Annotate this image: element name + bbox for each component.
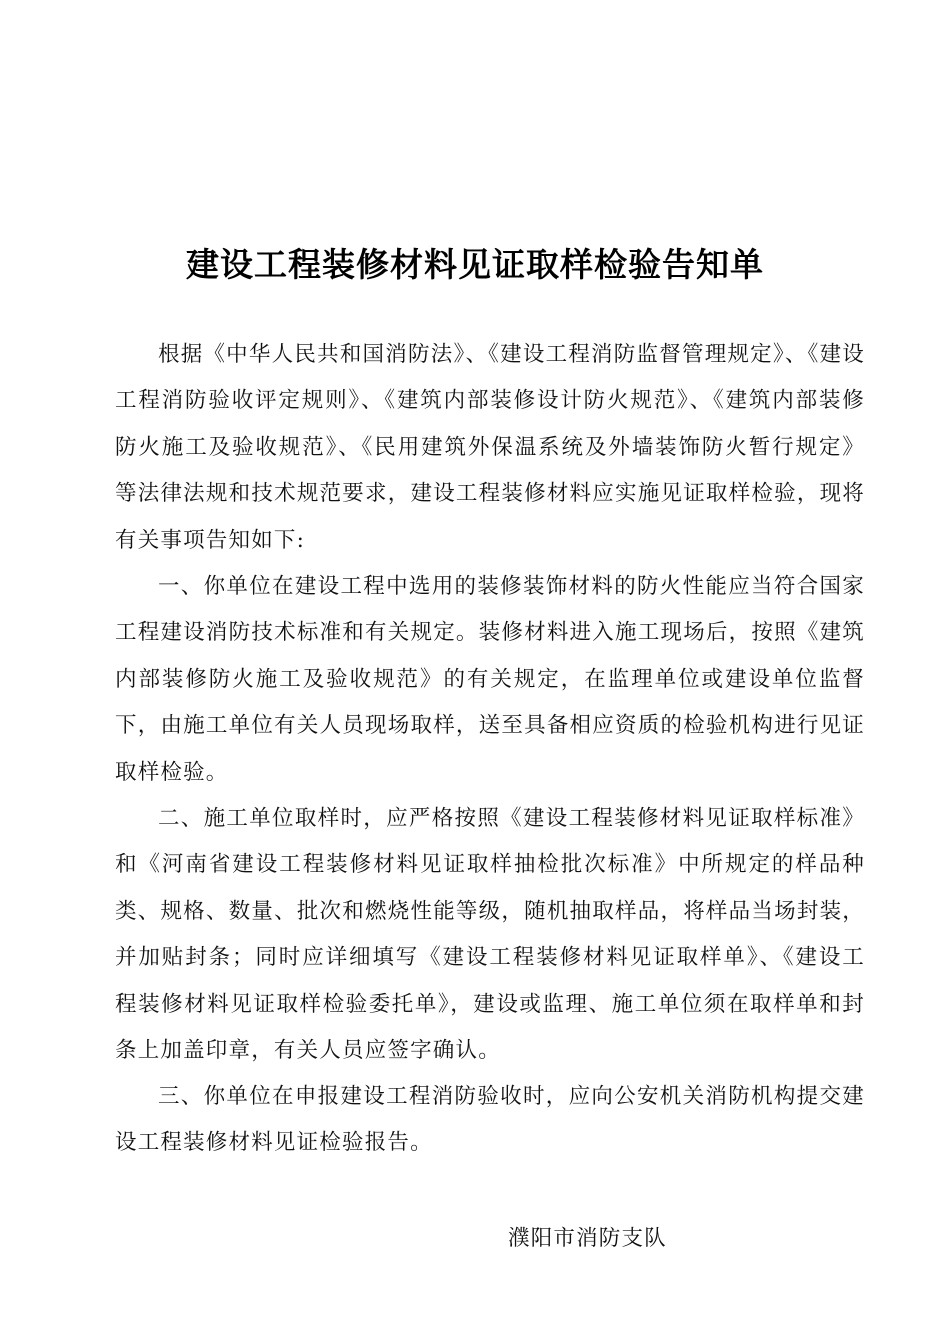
item-three-text: 三、你单位在申报建设工程消防验收时，应向公安机关消防机构提交建设工程装修材料见证检验报告。 bbox=[115, 1084, 865, 1156]
item-three-paragraph bbox=[115, 1074, 865, 1167]
item-one-text: 一、你单位在建设工程中选用的装修装饰材料的防火性能应当符合国家工程建设消防技术标准和有关规定。装修材料进入施工现场后，按照《建筑内部装修防火施工及验收规范》的有关规定，在监理单位或建设单位监督下，由施工单位有关人员现场取样，送至具备相应资质的检验机构进行见证取样检验。 bbox=[115, 574, 865, 785]
document-title: 建设工程装修材料见证取样检验告知单 bbox=[186, 245, 764, 284]
item-two-text: 二、施工单位取样时，应严格按照《建设工程装修材料见证取样标准》和《河南省建设工程装修材料见证取样抽检批次标准》中所规定的样品种类、规格、数量、批次和燃烧性能等级，随机抽取样品，将样品当场封装，并加贴封条；同时应详细填写《建设工程装修材料见证取样单》、《建设工程装修材料见证取样检验委托单》，建设或监理、施工单位须在取样单和封条上加盖印章，有关人员应签字确认。 bbox=[115, 806, 865, 1064]
intro-text: 根据《中华人民共和国消防法》、《建设工程消防监督管理规定》、《建设工程消防验收评定规则》、《建筑内部装修设计防火规范》、《建筑内部装修防火施工及验收规范》、《民用建筑外保温系统及外墙装饰防火暂行规定》等法律法规和技术规范要求，建设工程装修材料应实施见证取样检验，现将有关事项告知如下: bbox=[115, 342, 865, 553]
issuer-signature: 濮阳市消防支队 bbox=[508, 1226, 667, 1251]
item-two-paragraph bbox=[115, 796, 865, 1074]
intro-paragraph bbox=[115, 332, 865, 564]
item-one-paragraph bbox=[115, 564, 865, 796]
